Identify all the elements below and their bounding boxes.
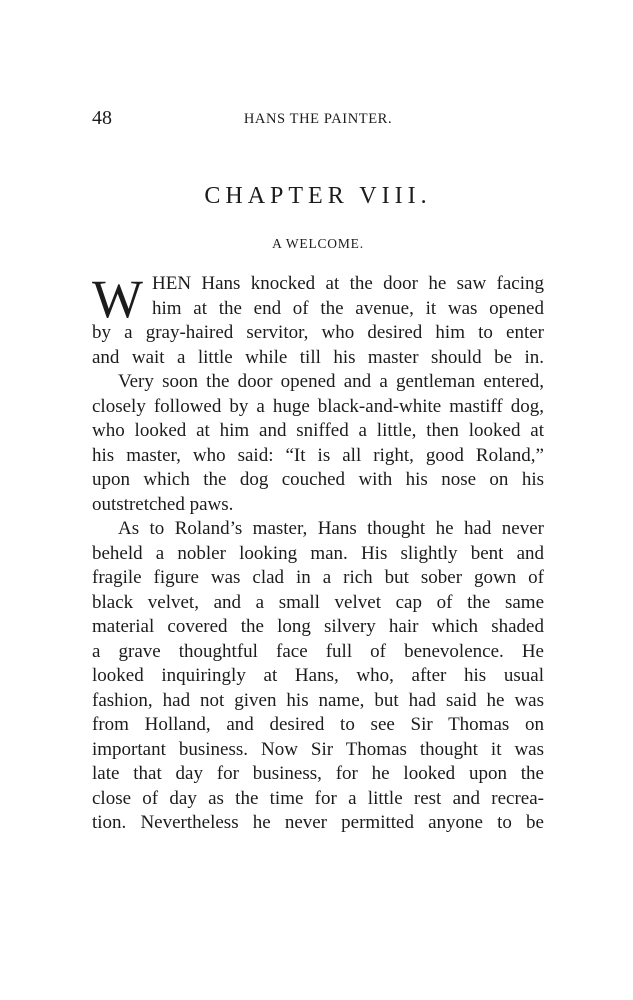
chapter-heading: CHAPTER VIII. (204, 183, 432, 209)
text-line: by a gray-haired servitor, who desired him to enter (92, 322, 544, 343)
page-number: 48 (92, 107, 112, 129)
first-paragraph-opening (92, 269, 544, 329)
body-text (92, 269, 544, 836)
text-line: HEN Hans knocked at the door he saw facing (152, 273, 544, 294)
text-line: from Holland, and desired to see Sir Thomas on (92, 714, 544, 735)
drop-cap: W (92, 269, 143, 329)
text-line: close of day as the time for a little rest and recrea- (92, 787, 544, 809)
text-line: Very soon the door opened and a gentleman entered, (118, 371, 544, 392)
running-title: HANS THE PAINTER. (243, 111, 393, 127)
text-line: a grave thoughtful face full of benevolence. He (92, 640, 544, 662)
text-line: looked inquiringly at Hans, who, after his usual (92, 665, 544, 686)
running-head (92, 106, 544, 130)
text-line: him at the end of the avenue, it was opened (152, 297, 544, 319)
chapter-subtitle: A WELCOME. (272, 236, 364, 251)
text-line: As to Roland’s master, Hans thought he had never (118, 518, 544, 539)
text-line: his master, who said: “It is all right, good Roland,” (92, 444, 544, 466)
text-line: tion. Nevertheless he never permitted anyone to be (92, 812, 544, 833)
text-line: late that day for business, for he looked upon the (92, 763, 544, 784)
text-line: upon which the dog couched with his nose on his (92, 469, 544, 490)
text-line: black velvet, and a small velvet cap of the same (92, 591, 544, 613)
text-line: beheld a nobler looking man. His slightly bent and (92, 542, 544, 564)
text-line: important business. Now Sir Thomas thought it was (92, 738, 544, 760)
text-line: who looked at him and sniffed a little, then looked at (92, 420, 544, 441)
text-line: material covered the long silvery hair which shaded (92, 616, 544, 637)
text-line: fashion, had not given his name, but had said he was (92, 689, 544, 711)
text-line: closely followed by a huge black-and-white mastiff dog, (92, 395, 544, 417)
text-line: and wait a little while till his master should be in. (92, 346, 544, 368)
text-line: fragile figure was clad in a rich but sober gown of (92, 567, 544, 588)
text-line: outstretched paws. (92, 493, 234, 515)
